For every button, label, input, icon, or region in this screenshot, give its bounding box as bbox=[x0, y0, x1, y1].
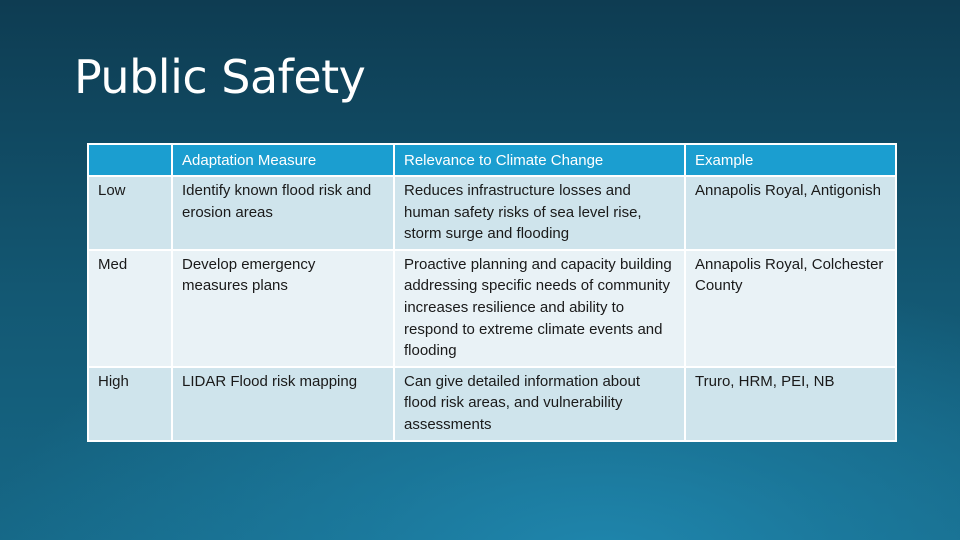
cell-level: Low bbox=[88, 176, 172, 250]
table-row-high bbox=[88, 367, 896, 441]
cell-example: Truro, HRM, PEI, NB bbox=[685, 367, 896, 441]
adaptation-measures-table bbox=[87, 143, 897, 442]
cell-level: High bbox=[88, 367, 172, 441]
cell-example: Annapolis Royal, Colchester County bbox=[685, 250, 896, 367]
cell-level: Med bbox=[88, 250, 172, 367]
header-adaptation-measure: Adaptation Measure bbox=[172, 144, 394, 176]
cell-relevance: Proactive planning and capacity building addressing specific needs of community increases resilience and ability to respond to extreme climate events and flooding bbox=[394, 250, 685, 367]
cell-relevance: Can give detailed information about flood risk areas, and vulnerability assessments bbox=[394, 367, 685, 441]
cell-example: Annapolis Royal, Antigonish bbox=[685, 176, 896, 250]
header-level bbox=[88, 144, 172, 176]
cell-measure: LIDAR Flood risk mapping bbox=[172, 367, 394, 441]
cell-relevance: Reduces infrastructure losses and human safety risks of sea level rise, storm surge and flooding bbox=[394, 176, 685, 250]
header-relevance: Relevance to Climate Change bbox=[394, 144, 685, 176]
header-example: Example bbox=[685, 144, 896, 176]
table-header-row bbox=[88, 144, 896, 176]
table-row-low bbox=[88, 176, 896, 250]
slide-title: Public Safety bbox=[74, 50, 366, 104]
cell-measure: Develop emergency measures plans bbox=[172, 250, 394, 367]
cell-measure: Identify known flood risk and erosion areas bbox=[172, 176, 394, 250]
table-row-med bbox=[88, 250, 896, 367]
